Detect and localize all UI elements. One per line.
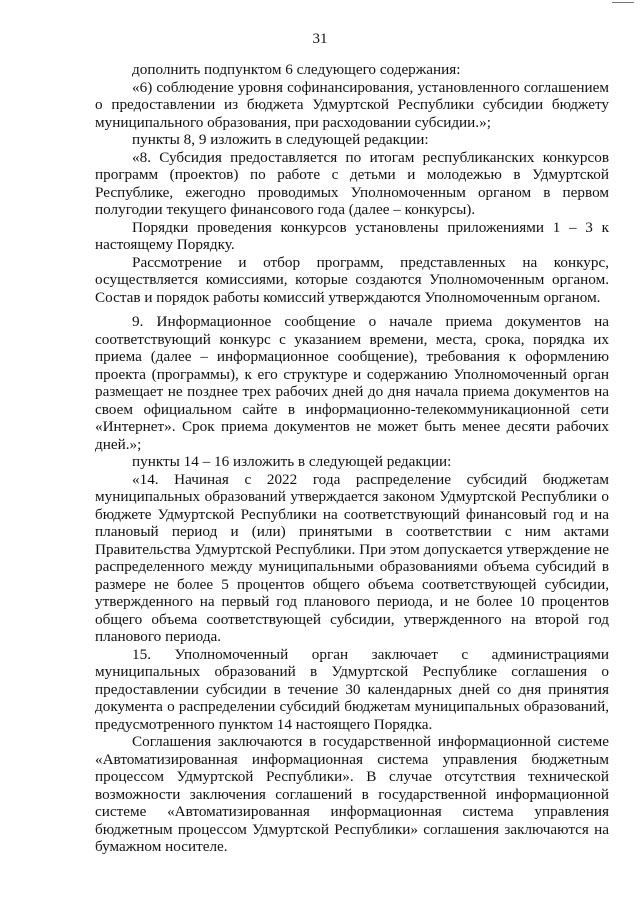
- corner-scan-mark: [612, 2, 634, 3]
- paragraph-amend-subpoint-6: дополнить подпунктом 6 следующего содержания:: [132, 61, 461, 78]
- paragraph-point-8: «8. Субсидия предоставляется по итогам республиканских конкурсов программ (проектов) по работе с детьми и молодежью в Удмуртской Республике, ежегодно проводимых Уполномоченным органом в первом полугодии текущего финансового года (далее – конкурсы).: [95, 148, 609, 218]
- paragraph-agreements-system: Соглашения заключаются в государственной информационной системе «Автоматизированная информационная система управления бюджетным процессом Удмуртской Республики». В случае отсутствия технической возможности заключения соглашений в государственной информационной системе «Автоматизированная информационная система управления бюджетным процессом Удмуртской Республики» соглашения заключаются на бумажном носителе.: [95, 733, 609, 855]
- document-body: [95, 61, 609, 856]
- paragraph-point-15: 15. Уполномоченный орган заключает с администрациями муниципальных образований в Удмуртской Республике соглашения о предоставлении субсидии в течение 30 календарных дней со дня принятия документа о распределении субсидий бюджетам муниципальных образований, предусмотренного пунктом 14 настоящего Порядка.: [95, 645, 609, 733]
- paragraph-commissions: Рассмотрение и отбор программ, представленных на конкурс, осуществляется комиссиями, которые создаются Уполномоченным органом. Состав и порядок работы комиссий утверждаются Уполномоченным органом.: [95, 253, 609, 306]
- paragraph-amend-points-8-9: пункты 8, 9 изложить в следующей редакции:: [132, 131, 429, 148]
- paragraph-point-9: 9. Информационное сообщение о начале приема документов на соответствующий конкурс с указанием времени, места, срока, порядка их приема (далее – информационное сообщение), требования к оформлению проекта (программы), к его структуре и содержанию Уполномоченный орган размещает не позднее трех рабочих дней до дня начала приема документов на своем официальном сайте в информационно-телекоммуникационной сети «Интернет». Срок приема документов не может быть менее десяти рабочих дней.»;: [95, 313, 609, 453]
- paragraph-subpoint-6: «6) соблюдение уровня софинансирования, установленного соглашением о предоставлении из бюджета Удмуртской Республики субсидии бюджету муниципального образования, при расходовании субсидии.»;: [95, 78, 609, 131]
- paragraph-point-14: «14. Начиная с 2022 года распределение субсидий бюджетам муниципальных образований утверждается законом Удмуртской Республики о бюджете Удмуртской Республики на соответствующий финансовый год и на плановый период и (или) принятыми в соответствии с ним актами Правительства Удмуртской Республики. При этом допускается утверждение не распределенного между муниципальными образованиями объема субсидий в размере не более 5 процентов общего объема соответствующей субсидии, утвержденного на первый год планового периода, и не более 10 процентов общего объема соответствующей субсидии, утвержденного на второй год планового периода.: [95, 470, 609, 645]
- paragraph-amend-points-14-16: пункты 14 – 16 изложить в следующей редакции:: [132, 453, 452, 470]
- page-number: 31: [312, 31, 328, 47]
- paragraph-contest-procedures: Порядки проведения конкурсов установлены приложениями 1 – 3 к настоящему Порядку.: [95, 218, 609, 253]
